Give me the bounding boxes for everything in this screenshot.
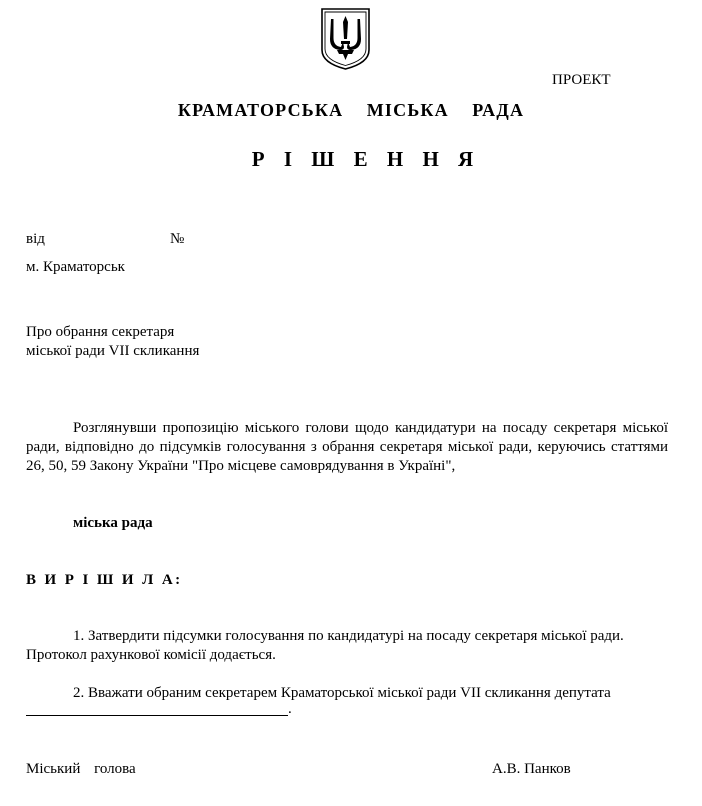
city-label: м. Краматорськ xyxy=(26,259,125,275)
resolution-item-2: 2. Вважати обраним секретарем Краматорської міської ради VII скликання депутата xyxy=(73,685,611,701)
ukrainian-trident-icon xyxy=(319,6,372,71)
deputy-name-blank xyxy=(26,715,288,716)
council-name: КРАМАТОРСЬКА МІСЬКА РАДА xyxy=(177,100,525,120)
subject-line-1: Про обрання секретаря xyxy=(26,324,175,340)
subject-block xyxy=(26,323,199,361)
signature-name: А.В. Панков xyxy=(492,761,571,777)
preamble-paragraph: Розглянувши пропозицію міського голови щодо кандидатури на посаду секретаря міської ради, відповідно до підсумків голосування з обрання секретаря міської ради, керуючись статтями 26, 50, 59 Закону України "Про місцеве самоврядування в Україні", xyxy=(26,420,668,474)
blank-end-period: . xyxy=(288,701,292,717)
project-label: ПРОЕКТ xyxy=(552,72,611,88)
council-word: міська рада xyxy=(73,515,153,531)
date-label: від xyxy=(26,231,45,247)
number-label: № xyxy=(170,231,185,247)
resolved-heading: В И Р І Ш И Л А: xyxy=(26,572,183,588)
signature-title: Міський голова xyxy=(26,761,136,777)
subject-line-2: міської ради VII скликання xyxy=(26,343,200,359)
document-type-title: Р І Ш Е Н Н Я xyxy=(251,147,481,171)
resolution-item-1: 1. Затвердити підсумки голосування по кандидатурі на посаду секретаря міської ради. Протокол рахункової комісії додається. xyxy=(26,628,624,663)
